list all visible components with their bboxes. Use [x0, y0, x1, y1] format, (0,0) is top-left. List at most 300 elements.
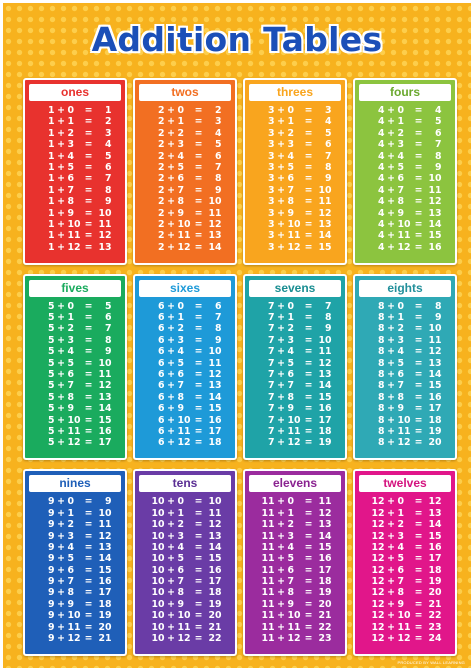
addend-b: 6 — [287, 564, 295, 576]
addend-a: 7 — [267, 300, 275, 312]
addend-a: 10 — [151, 598, 165, 610]
equation-row — [245, 437, 345, 448]
addend-b: 10 — [177, 610, 191, 622]
equals-sign: = — [194, 300, 203, 312]
addend-a: 8 — [377, 334, 385, 346]
addend-a: 4 — [377, 105, 385, 116]
addend-b: 5 — [67, 357, 75, 369]
equation-row — [245, 173, 345, 184]
addend-b: 6 — [67, 564, 75, 576]
addend-b: 5 — [397, 357, 405, 369]
equation-row — [135, 346, 235, 357]
sum: 9 — [434, 161, 442, 173]
equation-row — [25, 128, 125, 139]
addend-a: 6 — [157, 369, 165, 380]
addend-a: 3 — [267, 241, 275, 253]
equals-sign: = — [194, 196, 203, 208]
sum: 11 — [98, 519, 112, 531]
equals-sign: = — [304, 437, 313, 449]
table-card-twos — [133, 78, 237, 265]
equation-row — [25, 587, 125, 598]
plus-sign: + — [167, 173, 175, 185]
equals-sign: = — [84, 150, 93, 162]
addend-b: 3 — [177, 530, 185, 542]
addend-b: 4 — [67, 541, 75, 553]
plus-sign: + — [387, 437, 395, 449]
addend-b: 10 — [67, 218, 81, 230]
sum: 6 — [214, 300, 222, 312]
equation-row — [245, 587, 345, 598]
addend-b: 0 — [67, 300, 75, 312]
sum: 22 — [428, 610, 442, 622]
addend-a: 6 — [157, 346, 165, 358]
addend-a: 7 — [267, 414, 275, 426]
addend-b: 1 — [177, 116, 185, 128]
addend-a: 1 — [47, 127, 55, 139]
sum: 8 — [104, 184, 112, 196]
plus-sign: + — [277, 161, 285, 173]
equals-sign: = — [84, 519, 93, 531]
sum: 14 — [428, 218, 442, 230]
equals-sign: = — [84, 241, 93, 253]
equation-row — [355, 392, 455, 403]
equation-row — [245, 622, 345, 633]
equals-sign: = — [84, 530, 93, 542]
equation-row — [135, 301, 235, 312]
plus-sign: + — [277, 530, 285, 542]
addend-b: 11 — [67, 621, 81, 633]
sum: 24 — [428, 633, 442, 645]
sum: 8 — [434, 300, 442, 312]
plus-sign: + — [167, 357, 175, 369]
equation-row — [25, 496, 125, 507]
addend-b: 10 — [67, 610, 81, 622]
equation-row — [355, 139, 455, 150]
addend-a: 5 — [47, 323, 55, 335]
equation-row — [355, 105, 455, 116]
addend-a: 7 — [267, 369, 275, 380]
plus-sign: + — [277, 127, 285, 139]
addend-b: 6 — [177, 173, 185, 185]
addend-b: 10 — [397, 610, 411, 622]
sum: 10 — [428, 173, 442, 185]
equals-sign: = — [304, 207, 313, 219]
plus-sign: + — [167, 346, 175, 358]
equation-row — [355, 633, 455, 644]
sum: 14 — [208, 391, 222, 403]
publisher-credit: PRODUCED BY WALL LEARNING — [397, 660, 465, 665]
addend-b: 7 — [287, 576, 295, 588]
equals-sign: = — [194, 173, 203, 185]
plus-sign: + — [387, 519, 395, 531]
addend-b: 11 — [177, 425, 191, 437]
addend-b: 10 — [287, 610, 301, 622]
equals-sign: = — [414, 312, 423, 324]
addend-b: 5 — [177, 161, 185, 173]
sum: 20 — [428, 437, 442, 449]
equation-row — [135, 173, 235, 184]
equation-row — [355, 219, 455, 230]
equals-sign: = — [194, 380, 203, 392]
sum: 16 — [208, 564, 222, 576]
equals-sign: = — [84, 403, 93, 415]
sum: 16 — [318, 553, 332, 565]
plus-sign: + — [57, 334, 65, 346]
sum: 7 — [104, 173, 112, 185]
table-header: threes — [249, 84, 341, 101]
plus-sign: + — [277, 541, 285, 553]
equals-sign: = — [84, 139, 93, 151]
addend-a: 10 — [151, 530, 165, 542]
sum: 13 — [98, 241, 112, 253]
equation-row — [245, 312, 345, 323]
addend-a: 1 — [47, 230, 55, 242]
addend-b: 2 — [177, 323, 185, 335]
addend-a: 6 — [157, 323, 165, 335]
addend-b: 8 — [67, 196, 75, 208]
addend-a: 1 — [47, 241, 55, 253]
addend-a: 4 — [377, 184, 385, 196]
plus-sign: + — [167, 576, 175, 588]
plus-sign: + — [277, 425, 285, 437]
addend-a: 4 — [377, 207, 385, 219]
table-body — [135, 492, 235, 644]
plus-sign: + — [57, 369, 65, 380]
plus-sign: + — [277, 437, 285, 449]
plus-sign: + — [387, 496, 395, 508]
sum: 17 — [318, 564, 332, 576]
plus-sign: + — [57, 300, 65, 312]
equals-sign: = — [84, 564, 93, 576]
equation-row — [355, 242, 455, 253]
addend-b: 2 — [67, 323, 75, 335]
sum: 15 — [98, 414, 112, 426]
sum: 17 — [98, 437, 112, 449]
equals-sign: = — [414, 334, 423, 346]
equation-row — [25, 105, 125, 116]
plus-sign: + — [57, 218, 65, 230]
plus-sign: + — [167, 391, 175, 403]
sum: 16 — [428, 541, 442, 553]
sum: 19 — [318, 587, 332, 599]
table-header: tens — [139, 475, 231, 492]
addend-b: 1 — [67, 507, 75, 519]
addend-b: 10 — [67, 414, 81, 426]
addend-b: 9 — [287, 207, 295, 219]
equals-sign: = — [304, 425, 313, 437]
addend-b: 0 — [177, 496, 185, 508]
addend-a: 2 — [157, 161, 165, 173]
equation-row — [355, 610, 455, 621]
sum: 13 — [208, 230, 222, 242]
addend-b: 0 — [67, 496, 75, 508]
sum: 3 — [104, 127, 112, 139]
addend-a: 8 — [377, 414, 385, 426]
addend-b: 7 — [67, 184, 75, 196]
addend-b: 8 — [287, 196, 295, 208]
equation-row — [135, 437, 235, 448]
addend-b: 5 — [397, 553, 405, 565]
addend-a: 12 — [371, 530, 385, 542]
plus-sign: + — [167, 207, 175, 219]
plus-sign: + — [57, 530, 65, 542]
plus-sign: + — [57, 323, 65, 335]
equation-row — [25, 335, 125, 346]
equation-row — [25, 230, 125, 241]
sum: 12 — [318, 207, 332, 219]
plus-sign: + — [387, 173, 395, 185]
addend-a: 10 — [151, 610, 165, 622]
plus-sign: + — [387, 300, 395, 312]
addend-b: 12 — [287, 437, 301, 449]
equation-row — [25, 369, 125, 380]
plus-sign: + — [277, 414, 285, 426]
plus-sign: + — [277, 380, 285, 392]
equals-sign: = — [304, 184, 313, 196]
equation-row — [355, 151, 455, 162]
addend-a: 6 — [157, 437, 165, 449]
equation-row — [245, 553, 345, 564]
equals-sign: = — [304, 553, 313, 565]
equation-row — [25, 380, 125, 391]
sum: 18 — [208, 587, 222, 599]
addend-b: 7 — [67, 576, 75, 588]
sum: 9 — [104, 496, 112, 508]
addend-a: 9 — [47, 541, 55, 553]
plus-sign: + — [167, 564, 175, 576]
equals-sign: = — [84, 346, 93, 358]
equation-row — [355, 380, 455, 391]
equals-sign: = — [84, 196, 93, 208]
sum: 16 — [428, 391, 442, 403]
equals-sign: = — [304, 312, 313, 324]
equation-row — [245, 369, 345, 380]
equals-sign: = — [194, 139, 203, 151]
addend-a: 7 — [267, 437, 275, 449]
equals-sign: = — [194, 116, 203, 128]
equals-sign: = — [194, 507, 203, 519]
addend-a: 7 — [267, 380, 275, 392]
addend-a: 10 — [151, 541, 165, 553]
addend-a: 11 — [261, 519, 275, 531]
equals-sign: = — [304, 334, 313, 346]
sum: 12 — [208, 369, 222, 380]
equation-row — [25, 576, 125, 587]
addend-b: 9 — [287, 403, 295, 415]
addend-b: 9 — [177, 598, 185, 610]
plus-sign: + — [167, 380, 175, 392]
addend-b: 4 — [397, 150, 405, 162]
equals-sign: = — [304, 633, 313, 645]
equation-row — [135, 162, 235, 173]
addend-b: 0 — [177, 105, 185, 116]
equals-sign: = — [84, 621, 93, 633]
addend-a: 8 — [377, 425, 385, 437]
equals-sign: = — [414, 437, 423, 449]
addend-a: 1 — [47, 150, 55, 162]
plus-sign: + — [167, 496, 175, 508]
sum: 9 — [324, 323, 332, 335]
plus-sign: + — [167, 127, 175, 139]
equation-row — [25, 633, 125, 644]
plus-sign: + — [57, 507, 65, 519]
addend-b: 4 — [397, 346, 405, 358]
plus-sign: + — [57, 553, 65, 565]
equals-sign: = — [304, 610, 313, 622]
equals-sign: = — [194, 334, 203, 346]
equation-row — [355, 128, 455, 139]
sum: 16 — [318, 403, 332, 415]
table-card-threes — [243, 78, 347, 265]
plus-sign: + — [277, 610, 285, 622]
equation-row — [25, 508, 125, 519]
equation-row — [245, 496, 345, 507]
sum: 15 — [208, 403, 222, 415]
addend-b: 12 — [67, 241, 81, 253]
equals-sign: = — [304, 403, 313, 415]
sum: 16 — [98, 425, 112, 437]
sum: 14 — [318, 530, 332, 542]
addend-b: 0 — [397, 496, 405, 508]
sum: 14 — [428, 369, 442, 380]
equals-sign: = — [414, 207, 423, 219]
equation-row — [245, 151, 345, 162]
addend-b: 7 — [177, 576, 185, 588]
equation-row — [135, 219, 235, 230]
addend-b: 2 — [287, 323, 295, 335]
sum: 17 — [98, 587, 112, 599]
plus-sign: + — [57, 150, 65, 162]
addend-b: 9 — [177, 207, 185, 219]
equation-row — [135, 519, 235, 530]
sum: 11 — [428, 334, 442, 346]
equation-row — [245, 208, 345, 219]
equals-sign: = — [194, 587, 203, 599]
equals-sign: = — [84, 425, 93, 437]
equals-sign: = — [194, 564, 203, 576]
equation-row — [25, 346, 125, 357]
addend-a: 4 — [377, 218, 385, 230]
addend-a: 5 — [47, 357, 55, 369]
equals-sign: = — [84, 173, 93, 185]
plus-sign: + — [167, 105, 175, 116]
addend-b: 1 — [397, 507, 405, 519]
plus-sign: + — [167, 553, 175, 565]
equation-row — [245, 542, 345, 553]
sum: 11 — [318, 346, 332, 358]
table-header: fours — [359, 84, 451, 101]
sum: 7 — [324, 150, 332, 162]
plus-sign: + — [277, 346, 285, 358]
addend-a: 12 — [371, 576, 385, 588]
equation-row — [135, 576, 235, 587]
sum: 14 — [208, 241, 222, 253]
addend-a: 3 — [267, 161, 275, 173]
addend-a: 2 — [157, 105, 165, 116]
addend-b: 12 — [397, 633, 411, 645]
equals-sign: = — [304, 598, 313, 610]
sum: 10 — [318, 184, 332, 196]
addend-a: 2 — [157, 116, 165, 128]
plus-sign: + — [387, 369, 395, 380]
equals-sign: = — [194, 105, 203, 116]
equals-sign: = — [304, 621, 313, 633]
sum: 4 — [104, 139, 112, 151]
sum: 18 — [98, 598, 112, 610]
addend-b: 11 — [287, 230, 301, 242]
equals-sign: = — [194, 391, 203, 403]
sum: 7 — [214, 161, 222, 173]
addend-a: 5 — [47, 414, 55, 426]
plus-sign: + — [167, 196, 175, 208]
addend-a: 3 — [267, 116, 275, 128]
equation-row — [25, 622, 125, 633]
equals-sign: = — [304, 127, 313, 139]
addend-b: 3 — [67, 334, 75, 346]
addend-b: 8 — [177, 587, 185, 599]
sum: 9 — [324, 173, 332, 185]
addend-a: 1 — [47, 139, 55, 151]
addend-b: 8 — [287, 391, 295, 403]
plus-sign: + — [167, 610, 175, 622]
addend-a: 9 — [47, 519, 55, 531]
equation-row — [135, 496, 235, 507]
addend-a: 11 — [261, 541, 275, 553]
sum: 22 — [208, 633, 222, 645]
addend-b: 9 — [397, 598, 405, 610]
sum: 18 — [428, 564, 442, 576]
addend-b: 11 — [177, 230, 191, 242]
addend-a: 2 — [157, 173, 165, 185]
equals-sign: = — [194, 633, 203, 645]
addend-b: 1 — [397, 116, 405, 128]
equation-row — [135, 105, 235, 116]
addend-a: 2 — [157, 230, 165, 242]
sum: 17 — [428, 553, 442, 565]
table-body — [135, 101, 235, 253]
sum: 19 — [428, 576, 442, 588]
addend-a: 8 — [377, 380, 385, 392]
plus-sign: + — [387, 357, 395, 369]
sum: 10 — [98, 207, 112, 219]
plus-sign: + — [57, 196, 65, 208]
equation-row — [245, 358, 345, 369]
sum: 5 — [214, 139, 222, 151]
addend-b: 8 — [397, 196, 405, 208]
sum: 8 — [324, 161, 332, 173]
addend-a: 5 — [47, 300, 55, 312]
addend-b: 12 — [287, 241, 301, 253]
plus-sign: + — [387, 564, 395, 576]
table-body — [355, 492, 455, 644]
equals-sign: = — [84, 357, 93, 369]
equation-row — [245, 599, 345, 610]
equation-row — [135, 196, 235, 207]
sum: 11 — [428, 184, 442, 196]
equation-row — [355, 508, 455, 519]
equation-row — [245, 380, 345, 391]
equation-row — [245, 128, 345, 139]
equals-sign: = — [84, 218, 93, 230]
addend-a: 3 — [267, 139, 275, 151]
addend-b: 9 — [177, 403, 185, 415]
plus-sign: + — [167, 633, 175, 645]
addend-a: 8 — [377, 346, 385, 358]
sum: 3 — [324, 105, 332, 116]
plus-sign: + — [167, 541, 175, 553]
plus-sign: + — [387, 553, 395, 565]
addend-a: 3 — [267, 173, 275, 185]
